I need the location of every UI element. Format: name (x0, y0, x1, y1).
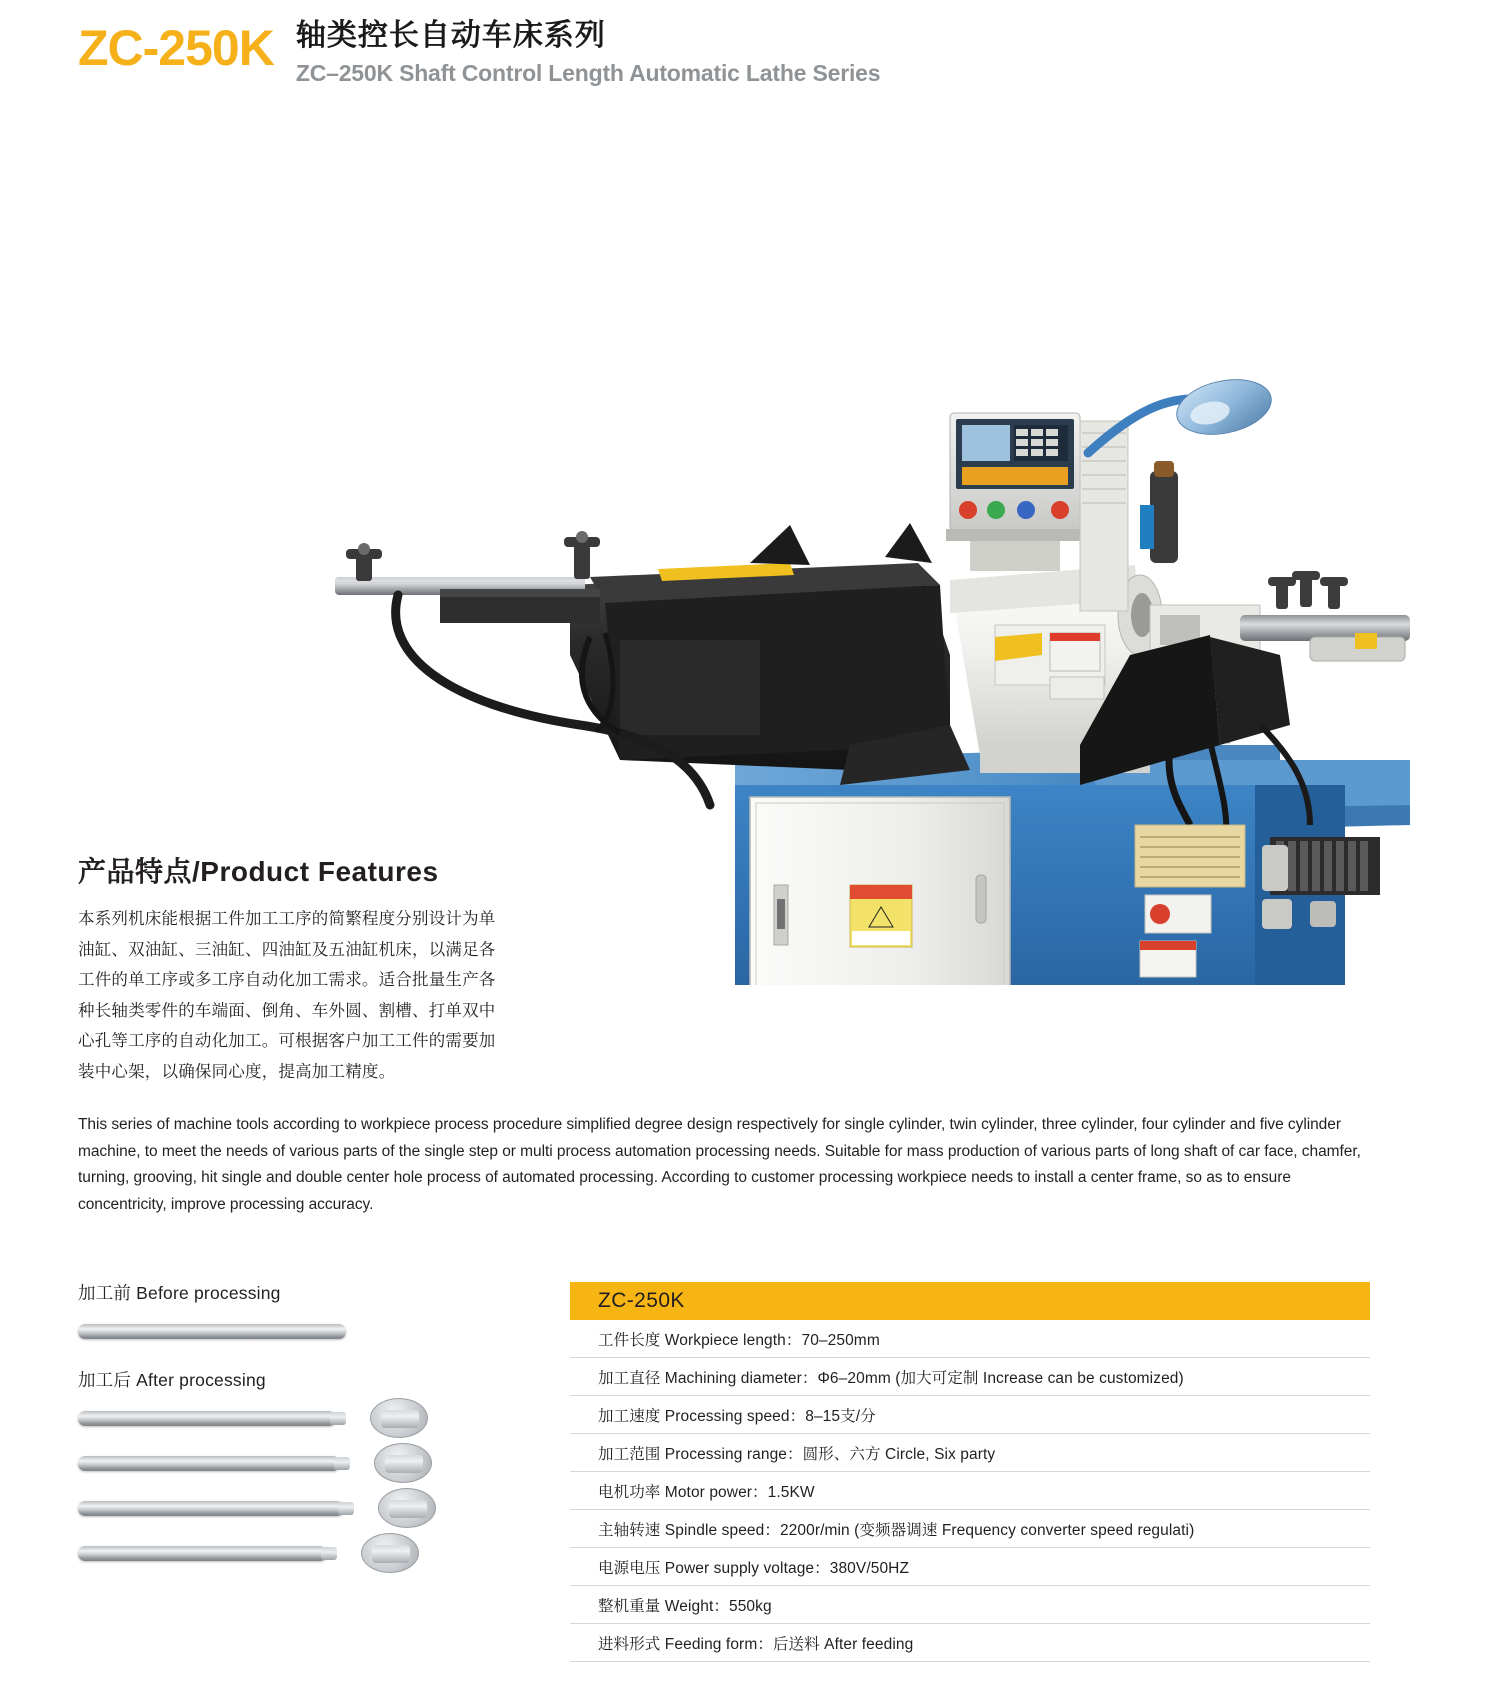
rod-row-after-1 (78, 1400, 498, 1436)
header-title-chinese: 轴类控长自动车床系列 (295, 19, 606, 52)
spec-row: 电机功率 Motor power：1.5KW (570, 1472, 1370, 1510)
specification-table (570, 1282, 1370, 1662)
rod-detail-closeup (378, 1488, 436, 1528)
spec-row: 电源电压 Power supply voltage：380V/50HZ (570, 1548, 1370, 1586)
rod-tip (330, 1412, 346, 1425)
rod-tip (338, 1502, 354, 1515)
sample-parts-section (78, 1280, 498, 1580)
spec-row: 加工直径 Machining diameter：Φ6–20mm (加大可定制 Increase can be customized) (570, 1358, 1370, 1396)
rod-row-before (78, 1313, 498, 1349)
product-features-chinese: 本系列机床能根据工件加工工序的简繁程度分别设计为单油缸、双油缸、三油缸、四油缸及五油缸机床，以满足各工件的单工序或多工序自动化加工需求。适合批量生产各种长轴类零件的车端面、倒角、车外圆、割槽、打单双中心孔等工序的自动化加工。可根据客户加工工件的需要加装中心架，以确保同心度，提高加工精度。 (78, 910, 496, 1081)
header-title-group (296, 14, 880, 88)
rod-row-after-2 (78, 1445, 498, 1481)
rod-after (78, 1456, 340, 1471)
spec-row: 加工范围 Processing range：圆形、六方 Circle, Six party (570, 1434, 1370, 1472)
rod-tip (321, 1547, 337, 1560)
rod-detail-closeup (361, 1533, 419, 1573)
spec-row: 进料形式 Feeding form：后送料 After feeding (570, 1624, 1370, 1662)
rod-before (78, 1324, 346, 1339)
rod-detail-closeup (370, 1398, 428, 1438)
header-title-english: ZC–250K Shaft Control Length Automatic Lathe Series (295, 60, 881, 86)
spec-row: 工件长度 Workpiece length：70–250mm (570, 1320, 1370, 1358)
before-processing-label: 加工前 Before processing (78, 1283, 281, 1303)
after-processing-label: 加工后 After processing (78, 1370, 266, 1390)
header-model-number: ZC-250K (78, 20, 274, 76)
page-header (78, 14, 880, 88)
rod-after (78, 1546, 327, 1561)
product-features-section (78, 850, 508, 1087)
rod-after (78, 1501, 344, 1516)
rod-tip (334, 1457, 350, 1470)
spec-row: 加工速度 Processing speed：8–15支/分 (570, 1396, 1370, 1434)
product-features-title: 产品特点/Product Features (78, 856, 439, 887)
rod-detail-closeup (374, 1443, 432, 1483)
spec-row: 整机重量 Weight：550kg (570, 1586, 1370, 1624)
spec-table-header: ZC-250K (570, 1282, 1370, 1320)
spec-row: 主轴转速 Spindle speed：2200r/min (变频器调速 Frequency converter speed regulati) (570, 1510, 1370, 1548)
rod-row-after-3 (78, 1490, 498, 1526)
rod-after (78, 1411, 336, 1426)
rod-row-after-4 (78, 1535, 498, 1571)
product-features-english: This series of machine tools according to workpiece process procedure simplified degree design respectively for single cylinder, twin cylinder, three cylinder, four cylinder and five cylinder machine, to meet the needs of various parts of the single step or multi process automation processing needs. Suitable for mass production of various parts of long shaft of car face, chamfer, turning, grooving, hit single and double center hole process of automated processing. According to customer processing workpiece needs to install a center frame, so as to ensure concentricity, improve processing accuracy. (78, 1116, 1361, 1213)
